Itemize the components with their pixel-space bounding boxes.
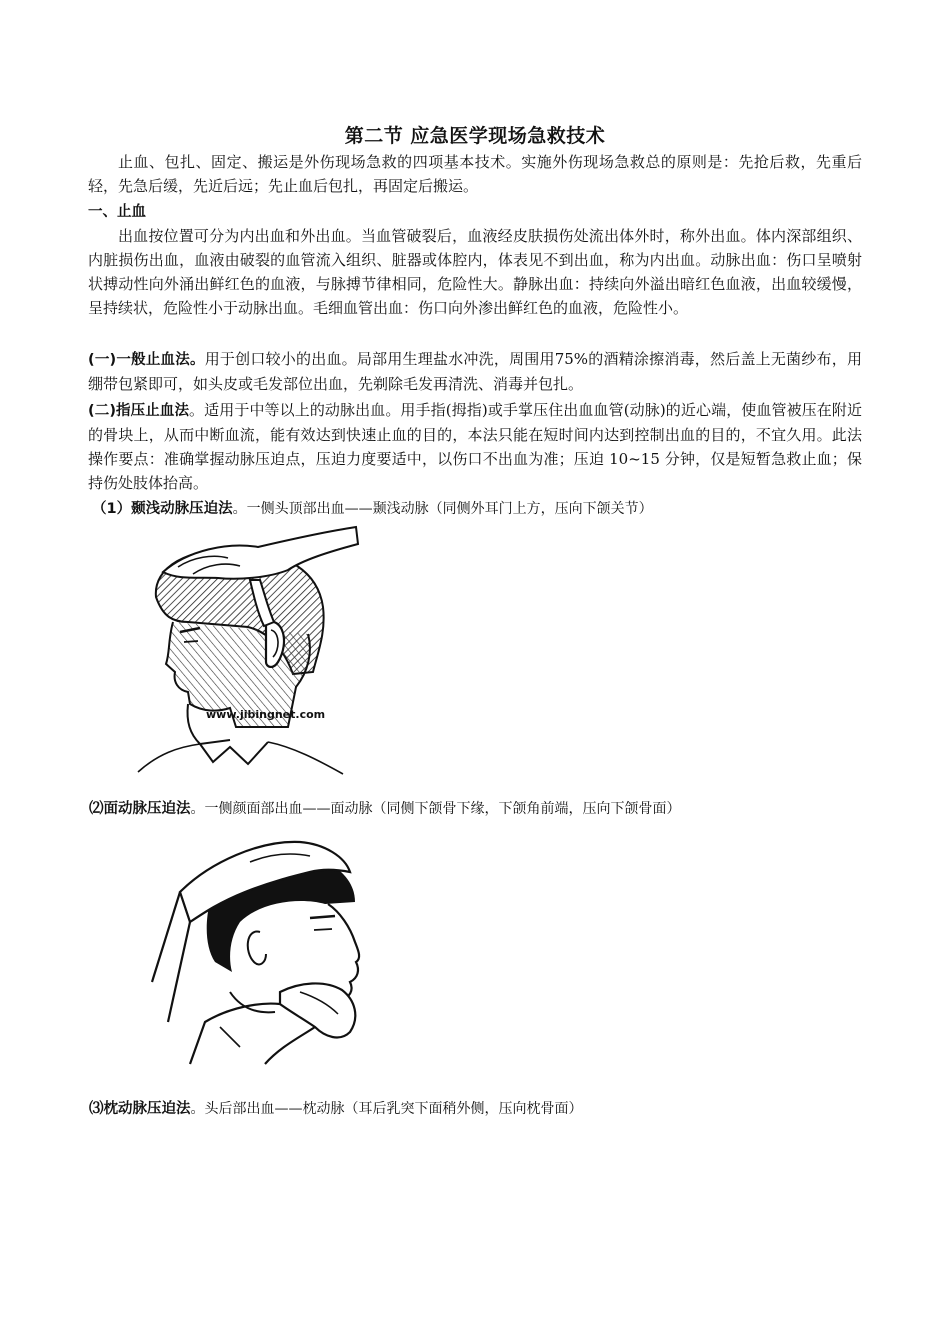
facial-artery-figure	[150, 832, 380, 1067]
finger-pressure-paragraph	[88, 398, 862, 495]
figure-watermark: www.jibingnet.com	[206, 708, 326, 721]
temporal-artery-figure	[118, 522, 368, 777]
method-text: 用于创口较小的出血。局部用生理盐水冲洗，周围用75%的酒精涂擦消毒，然后盖上无菌纱布，用绷带包紧即可，如头皮或毛发部位出血，先剃除毛发再清洗、消毒并包扎。	[88, 350, 862, 393]
facial-artery-caption	[89, 797, 863, 821]
section-heading-hemostasis: 一、止血	[88, 204, 146, 220]
temporal-artery-caption	[92, 497, 866, 521]
general-hemostasis-paragraph	[88, 347, 862, 396]
method-text: 。一侧头顶部出血——颞浅动脉（同侧外耳门上方，压向下颌关节）	[232, 501, 653, 517]
method-label: ⑵面动脉压迫法	[89, 801, 191, 817]
method-text: 。头后部出血——枕动脉（耳后乳突下面稍外侧，压向枕骨面）	[190, 1101, 583, 1117]
method-text: 。适用于中等以上的动脉出血。用手指(拇指)或手掌压住出血血管(动脉)的近心端，使血管被压在附近的骨块上，从而中断血流，能有效达到快速止血的目的，本法只能在短时间内达到控制出血的目的，不宜久用。此法操作要点：准确掌握动脉压迫点，压迫力度要适中，以伤口不出血为准；压迫 10~15 分钟，仅是短暂急救止血；保持伤处肢体抬高。	[88, 401, 862, 492]
method-text: 。一侧颜面部出血——面动脉（同侧下颌骨下缘，下颌角前端，压向下颌骨面）	[190, 801, 681, 817]
occipital-artery-caption	[89, 1097, 863, 1121]
method-label: (一)一般止血法。	[88, 352, 205, 368]
intro-paragraph: 止血、包扎、固定、搬运是外伤现场急救的四项基本技术。实施外伤现场急救总的原则是：先抢后救，先重后轻，先急后缓，先近后远；先止血后包扎，再固定后搬运。	[88, 153, 862, 195]
page-title: 第二节 应急医学现场急救技术	[344, 125, 606, 147]
method-label: （1）颞浅动脉压迫法	[92, 501, 233, 517]
method-label: (二)指压止血法	[88, 403, 190, 419]
face-illustration-icon	[150, 832, 380, 1067]
head-illustration-icon	[118, 522, 368, 777]
bleeding-types-paragraph: 出血按位置可分为内出血和外出血。当血管破裂后，血液经皮肤损伤处流出体外时，称外出血。体内深部组织、内脏损伤出血，血液由破裂的血管流入组织、脏器或体腔内，体表见不到出血，称为内出血。动脉出血：伤口呈喷射状搏动性向外涌出鲜红色的血液，与脉搏节律相同，危险性大。静脉出血：持续向外溢出暗红色血液，出血较缓慢，呈持续状，危险性小于动脉出血。毛细血管出血：伤口向外渗出鲜红色的血液，危险性小。	[88, 227, 862, 317]
method-label: ⑶枕动脉压迫法	[89, 1101, 191, 1117]
